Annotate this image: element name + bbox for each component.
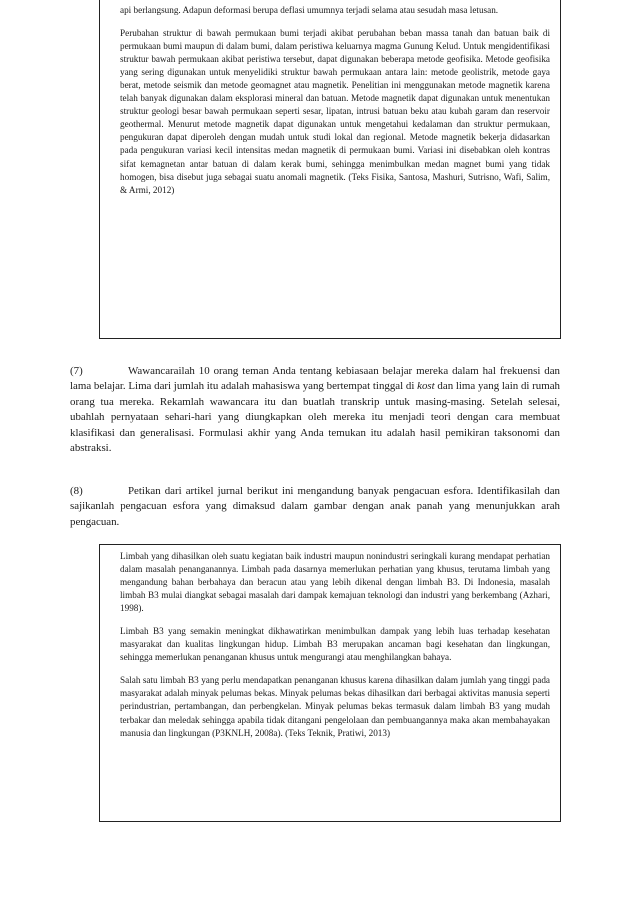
quote-paragraph: api berlangsung. Adapun deformasi berupa deflasi umumnya terjadi selama atau sesudah masa letusan. [120,5,499,15]
item-text: dan lima yang lain di rumah orang tua mereka. Rekamlah wawancara itu dan buatlah transkrip untuk masing-masing. Setelah selesai, ubahlah pernyataan sehari-hari yang diungkapkan oleh mereka itu menjadi teori dengan cara membuat klasifikasi dan generalisasi. Formulasi akhir yang Anda temukan itu adalah hasil pemikiran taksonomi dan abstraksi. [70,380,561,455]
item-text: Wawancarailah 10 orang teman Anda tentang kebiasaan belajar mereka dalam hal frekuensi dan lama belajar. Lima dari jumlah itu adalah mahasiswa yang bertempat tinggal di [70,365,560,393]
quote-paragraph: Salah satu limbah B3 yang perlu mendapatkan penanganan khusus karena dihasilkan dalam jumlah yang tinggi pada masyarakat adalah minyak pelumas bekas. Minyak pelumas bekas dihasilkan dari berbagai aktivitas manusia seperti perindustrian, pertambangan, dan perbengkelan. Minyak pelumas bekas termasuk dalam limbah B3 yang mudah terbakar dan meledak sehingga apabila tidak ditangani pengelolaan dan pembuangannya maka akan membahayakan manusia dan lingkungan (P3KNLH, 2008a). (Teks Teknik, Pratiwi, 2013) [120,675,550,738]
quote-paragraph: Limbah B3 yang semakin meningkat dikhawatirkan menimbulkan dampak yang lebih luas terhadap kesehatan masyarakat dan kualitas lingkungan hidup. Limbah B3 merupakan ancaman bagi kesehatan dan lingkungan, sehingga memerlukan penanganan khusus untuk mengurangi atau menghilangkan bahaya. [120,626,550,663]
item-text-italic: kost [417,380,435,393]
quote-paragraph: Limbah yang dihasilkan oleh suatu kegiatan baik industri maupun nonindustri seringkali kurang mendapat perhatian dalam masalah penanganannya. Limbah pada dasarnya memerlukan perhatian yang khusus, terutama limbah yang mengandung bahan berbahaya dan beracun atau yang lebih dikenal dengan limbah B3. Di Indonesia, masalah limbah B3 mulai diangkat sebagai masalah dari dampak kemajuan teknologi dan industri yang berkembang (Azhari, 1998). [120,551,550,614]
item-text: Petikan dari artikel jurnal berikut ini mengandung banyak pengacuan esfora. Identifikasilah dan sajikanlah pengacuan esfora yang dimaksud dalam gambar dengan anak panah yang menunjukkan arah pengacuan. [70,485,560,528]
quote-paragraph: Perubahan struktur di bawah permukaan bumi terjadi akibat perubahan beban massa tanah dan batuan baik di permukaan bumi maupun di dalam bumi, dalam peristiwa keluarnya magma Gunung Kelud. Untuk mengidentifikasi struktur bawah permukaan akibat peristiwa tersebut, dapat digunakan beberapa metode geofisika. Metode geofisika yang sering digunakan untuk menyelidiki struktur bawah permukaan antara lain: metode geolistrik, metode gaya berat, metode seismik dan metode geomagnet atau magnetik. Penelitian ini menggunakan metode magnetik karena telah banyak digunakan dalam eksplorasi mineral dan batuan. Metode magnetik dapat digunakan untuk menentukan struktur geologi besar bawah permukaan seperti sesar, lipatan, intrusi batuan beku atau kubah garam dan reservoir geothermal. Menurut metode magnetik dapat digunakan untuk mengetahui kedalaman dan struktur permukaan, pengukuran dapat diperoleh dengan mudah untuk studi lokal dan regional. Metode magnetik bekerja didasarkan pada pengukuran variasi kecil intensitas medan magnetik di permukaan bumi. Variasi ini disebabkan oleh kontras sifat kemagnetan antar batuan di dalam kerak bumi, sehingga menimbulkan medan magnet bumi yang tidak homogen, bisa disebut juga sebagai suatu anomali magnetik. (Teks Fisika, Santosa, Mashuri, Sutrisno, Wafi, Salim, & Armi, 2012) [120,28,550,195]
exercise-item-7 [70,364,560,456]
exercise-item-8 [70,484,560,530]
quote-box-engineering [99,544,561,822]
item-number: (7) [70,365,83,377]
quote-box-physics [99,0,561,339]
item-number: (8) [70,485,83,497]
